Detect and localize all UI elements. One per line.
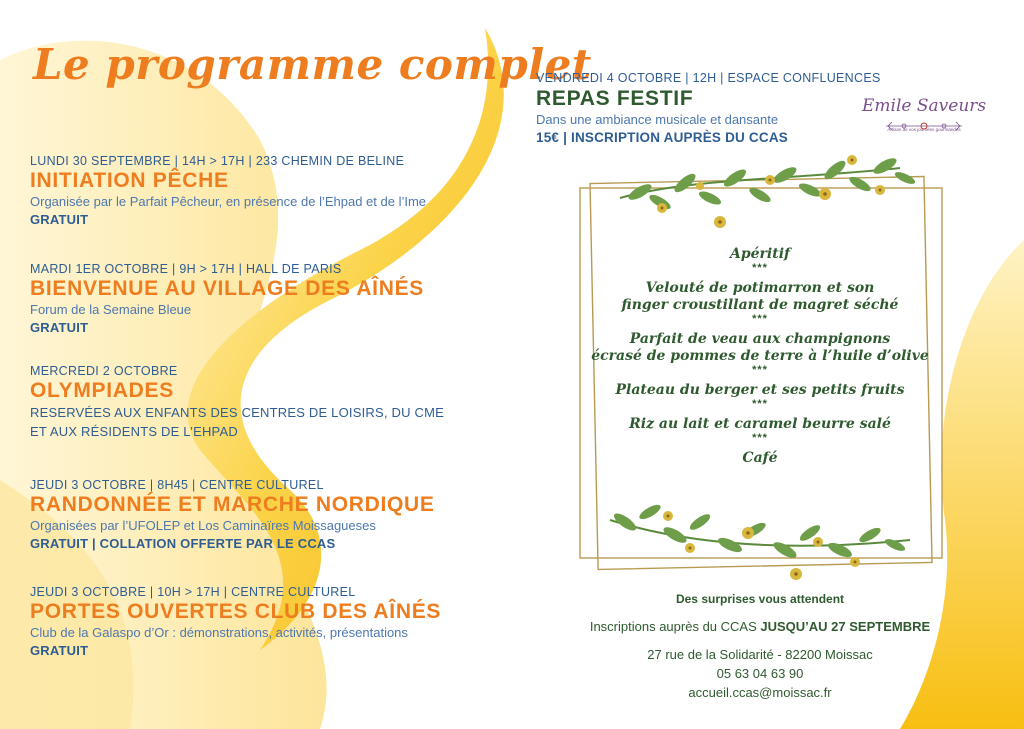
event-randonnee	[30, 478, 435, 553]
event-title: OLYMPIADES	[30, 379, 174, 402]
contact-address: 27 rue de la Solidarité - 82200 Moissac	[647, 647, 873, 662]
event-meta: JEUDI 3 OCTOBRE | 10H > 17H | CENTRE CULTUREL	[30, 585, 356, 599]
menu-plat-line2: écrasé de pommes de terre à l’huile d’olive	[591, 348, 929, 364]
inscriptions-text	[560, 619, 960, 634]
repas-description: Dans une ambiance musicale et dansante	[536, 112, 779, 128]
inscriptions-deadline: JUSQU’AU 27 SEPTEMBRE	[760, 619, 931, 634]
event-price: GRATUIT | COLLATION OFFERTE PAR LE CCAS	[30, 536, 336, 552]
event-meta: MARDI 1ER OCTOBRE | 9H > 17H | HALL DE PARIS	[30, 262, 342, 276]
menu-cafe: Café	[742, 450, 778, 466]
menu-fromage: Plateau du berger et ses petits fruits	[615, 382, 905, 398]
event-repas-festif	[536, 71, 881, 148]
contact-email[interactable]: accueil.ccas@moissac.fr	[688, 685, 832, 700]
event-title: PORTES OUVERTES CLUB DES AÎNÉS	[30, 600, 442, 623]
event-meta: MERCREDI 2 OCTOBRE	[30, 364, 178, 378]
event-description: Organisée par le Parfait Pêcheur, en présence de l’Ehpad et de l’Ime	[30, 194, 427, 210]
event-price: GRATUIT	[30, 212, 89, 228]
repas-price: 15€ | INSCRIPTION AUPRÈS DU CCAS	[536, 129, 788, 145]
repas-title: REPAS FESTIF	[536, 87, 694, 110]
menu-separator: ***	[752, 262, 768, 274]
event-description: Organisées par l’UFOLEP et Los Caminaïres Moissagueses	[30, 518, 376, 534]
menu-aperitif: Apéritif	[729, 246, 791, 262]
contact-phone: 05 63 04 63 90	[716, 666, 804, 681]
menu-separator: ***	[752, 398, 768, 410]
emile-saveurs-logo	[862, 96, 986, 132]
menu-entree-line1: Velouté de potimarron et son	[645, 280, 875, 296]
logo-tagline: Artisan de vos journées gourmandes	[887, 127, 961, 132]
event-olympiades	[30, 364, 444, 442]
event-price: GRATUIT	[30, 320, 89, 336]
contact-block	[560, 645, 960, 702]
repas-meta: VENDREDI 4 OCTOBRE | 12H | ESPACE CONFLUENCES	[536, 71, 881, 85]
menu-dessert: Riz au lait et caramel beurre salé	[629, 416, 891, 432]
menu-separator: ***	[752, 313, 768, 325]
event-meta: JEUDI 3 OCTOBRE | 8H45 | CENTRE CULTUREL	[30, 478, 324, 492]
menu-content	[585, 246, 935, 467]
event-price: GRATUIT	[30, 643, 89, 659]
event-description: Club de la Galaspo d’Or : démonstrations, activités, présentations	[30, 625, 408, 641]
event-description: Forum de la Semaine Bleue	[30, 302, 192, 318]
event-initiation-peche	[30, 154, 426, 229]
top-garland-icon	[620, 155, 917, 228]
event-title: RANDONNÉE ET MARCHE NORDIQUE	[30, 493, 435, 516]
event-meta: LUNDI 30 SEPTEMBRE | 14H > 17H | 233 CHEMIN DE BELINE	[30, 154, 405, 168]
event-portes-ouvertes	[30, 585, 441, 660]
page-title: Le programme complet	[33, 40, 592, 89]
surprises-text: Des surprises vous attendent	[675, 592, 845, 606]
menu-separator: ***	[752, 364, 768, 376]
logo-name: Emile Saveurs	[862, 96, 987, 116]
menu-plat-line1: Parfait de veau aux champignons	[629, 331, 891, 347]
menu-separator: ***	[752, 432, 768, 444]
event-description-line1: RESERVÉES AUX ENFANTS DES CENTRES DE LOISIRS, DU CME	[30, 405, 444, 421]
event-title: BIENVENUE AU VILLAGE DES AÎNÉS	[30, 277, 424, 300]
menu-entree-line2: finger croustillant de magret séché	[621, 297, 899, 313]
inscriptions-prefix: Inscriptions auprès du CCAS	[589, 619, 757, 634]
event-description-line2: ET AUX RÉSIDENTS DE L’EHPAD	[30, 424, 238, 440]
event-title: INITIATION PÊCHE	[30, 169, 229, 192]
logo-ornament-icon	[884, 120, 964, 132]
event-village-des-aines	[30, 262, 424, 337]
